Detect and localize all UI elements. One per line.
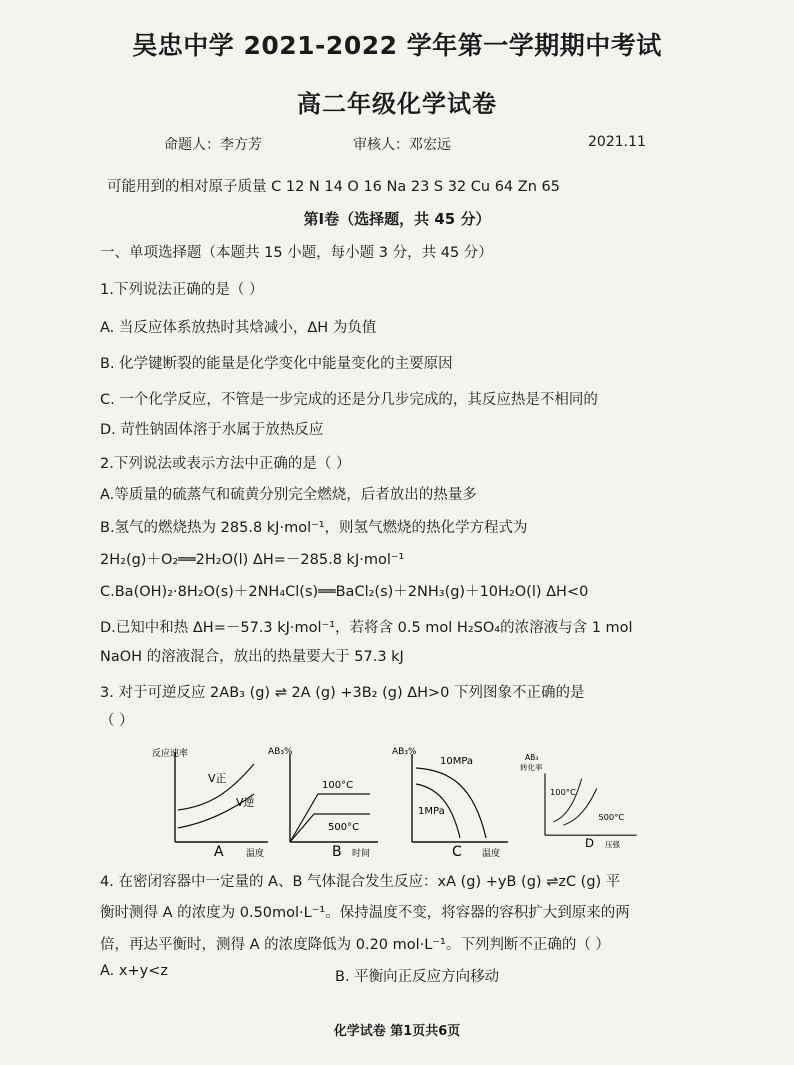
- q2-option-d: D.已知中和热 ΔH=－57.3 kJ·mol⁻¹，若将含 0.5 mol H₂SO₄的浓溶液与含 1 mol: [100, 620, 633, 636]
- fig-a-curve2: V逆: [236, 796, 255, 809]
- fig-c-xlabel: 温度: [482, 849, 501, 859]
- fig-a-xlabel: 温度: [246, 849, 265, 859]
- section-instruction: 一、单项选择题（本题共 15 小题，每小题 3 分，共 45 分）: [100, 245, 493, 261]
- q4-line-3: 倍，再达平衡时，测得 A 的浓度降低为 0.20 mol·L⁻¹。下列判断不正确的（ ）: [100, 937, 610, 953]
- fig-d-curve2: 500°C: [598, 812, 625, 823]
- fig-d-xlabel: 压强: [605, 839, 620, 849]
- fig-c-curve1: 10MPa: [440, 756, 474, 767]
- q2-option-c: C.Ba(OH)₂·8H₂O(s)＋2NH₄Cl(s)══BaCl₂(s)＋2NH₃(g)＋10H₂O(l) ΔH<0: [100, 584, 589, 600]
- q3-stem: 3. 对于可逆反应 2AB₃ (g) ⇌ 2A (g) +3B₂ (g) ΔH>0 下列图象不正确的是: [100, 685, 585, 701]
- figure-a: [150, 742, 275, 860]
- q3-figures: [150, 742, 670, 860]
- figure-b: [260, 742, 385, 860]
- q2-option-a: A.等质量的硫蒸气和硫黄分别完全燃烧，后者放出的热量多: [100, 487, 477, 503]
- exam-title: 吴忠中学 2021-2022 学年第一学期期中考试: [132, 31, 662, 60]
- exam-subtitle: 高二年级化学试卷: [297, 90, 497, 118]
- q2-option-d-cont: NaOH 的溶液混合，放出的热量要大于 57.3 kJ: [100, 649, 404, 665]
- section-title: 第Ⅰ卷（选择题，共 45 分）: [303, 210, 491, 228]
- reviewer: 审核人：邓宏远: [353, 137, 451, 153]
- fig-b-curve1: 100°C: [322, 780, 354, 791]
- q1-option-a: A. 当反应体系放热时其焓减小，ΔH 为负值: [100, 320, 377, 336]
- q2-option-b-equation: 2H₂(g)＋O₂══2H₂O(l) ΔH=－285.8 kJ·mol⁻¹: [100, 552, 405, 568]
- fig-d-ylabel-1: AB₃: [525, 753, 539, 763]
- fig-b-ylabel: AB₃%: [268, 747, 293, 757]
- fig-c-curve2: 1MPa: [418, 806, 445, 817]
- author: 命题人：李方芳: [164, 137, 262, 153]
- q2-option-b: B.氢气的燃烧热为 285.8 kJ·mol⁻¹，则氢气燃烧的热化学方程式为: [100, 520, 528, 536]
- q4-line-1: 4. 在密闭容器中一定量的 A、B 气体混合发生反应：xA (g) +yB (g) ⇌zC (g) 平: [100, 874, 621, 890]
- fig-d-curve1: 100°C: [550, 787, 576, 798]
- q1-option-b: B. 化学键断裂的能量是化学变化中能量变化的主要原因: [100, 356, 453, 372]
- fig-a-ylabel: 反应速率: [152, 749, 189, 759]
- fig-c-ylabel: AB₃%: [392, 747, 417, 757]
- fig-a-curve1: V正: [208, 772, 227, 785]
- q1-stem: 1.下列说法正确的是（ ）: [100, 282, 264, 298]
- fig-b-letter: B: [332, 844, 342, 860]
- fig-c-letter: C: [452, 844, 462, 860]
- fig-b-curve2: 500°C: [328, 822, 360, 833]
- q2-stem: 2.下列说法或表示方法中正确的是（ ）: [100, 456, 351, 472]
- fig-d-ylabel-2: 转化率: [520, 763, 543, 773]
- fig-b-xlabel: 时间: [352, 849, 371, 859]
- page-footer: 化学试卷 第1页共6页: [333, 1024, 461, 1039]
- atomic-masses: 可能用到的相对原子质量 C 12 N 14 O 16 Na 23 S 32 Cu 64 Zn 65: [107, 179, 560, 195]
- fig-a-letter: A: [214, 844, 224, 860]
- q3-paren: （ ）: [100, 713, 134, 729]
- fig-d-letter: D: [585, 835, 594, 850]
- figure-c: [390, 742, 515, 860]
- q4-option-a: A. x+y<z: [100, 963, 168, 979]
- q4-option-b: B. 平衡向正反应方向移动: [335, 969, 500, 985]
- exam-date: 2021.11: [588, 134, 646, 150]
- q1-option-c: C. 一个化学反应，不管是一步完成的还是分几步完成的，其反应热是不相同的: [100, 392, 598, 408]
- q1-option-d: D. 苛性钠固体溶于水属于放热反应: [100, 422, 324, 438]
- q4-line-2: 衡时测得 A 的浓度为 0.50mol·L⁻¹。保持温度不变，将容器的容积扩大到原来的两: [100, 905, 630, 921]
- figure-d: [520, 742, 645, 860]
